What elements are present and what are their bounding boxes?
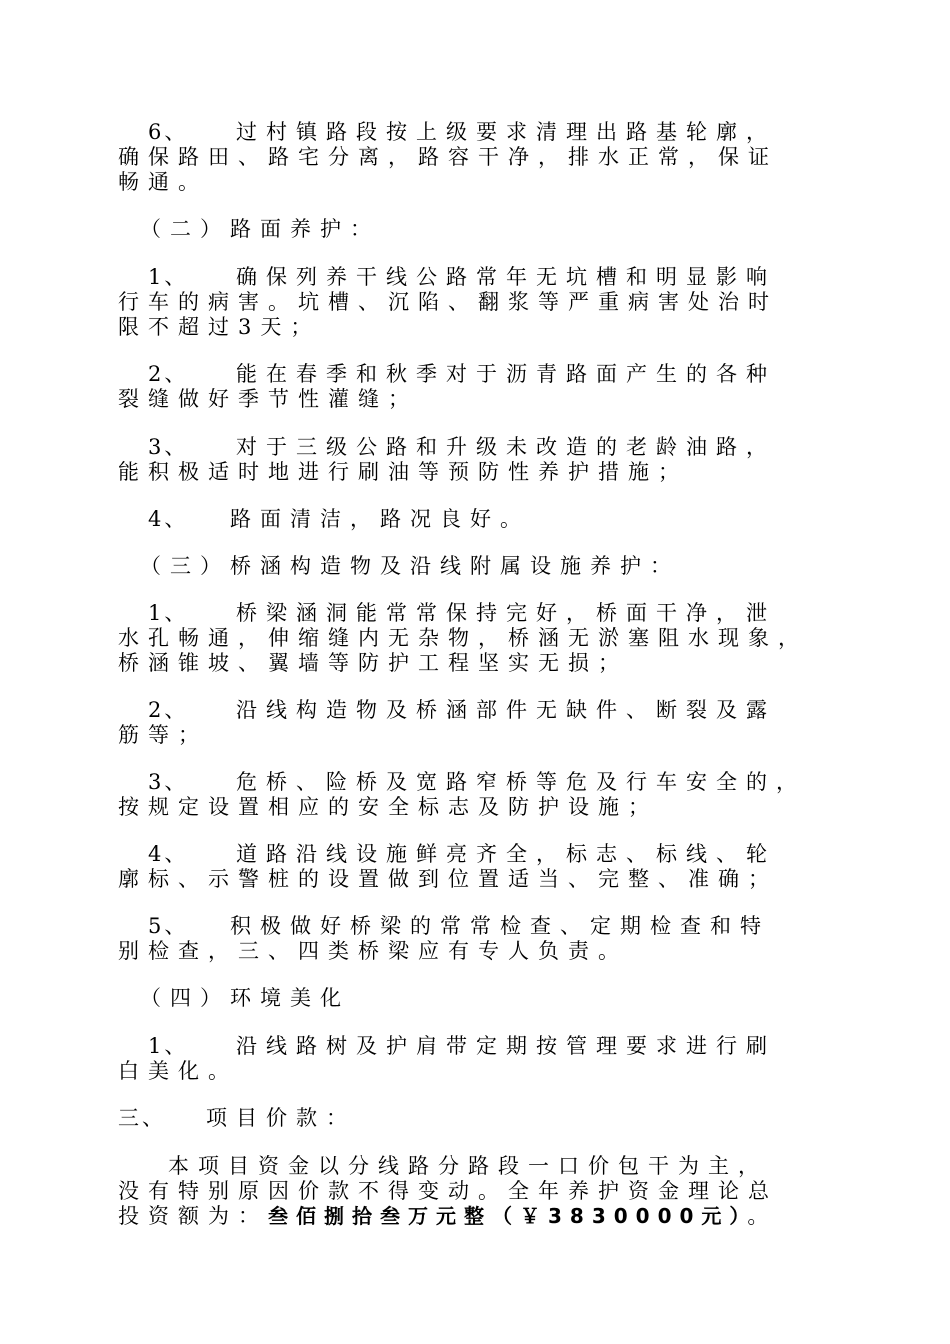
road-item-1-line-3: 限不超过3天； — [118, 315, 321, 339]
item-6-line-2: 确保路田、路宅分离，路容干净，排水正常，保证 — [118, 145, 778, 169]
item-number: 6、 — [148, 120, 189, 144]
bridge-item-2-line-1: 2、 沿线构造物及桥涵部件无缺件、断裂及露 — [148, 698, 776, 722]
total-amount: 叁佰捌拾叁万元整（￥3830000元） — [268, 1204, 748, 1228]
section-heading-bridges: （三）桥涵构造物及沿线附属设施养护： — [140, 554, 680, 578]
price-line-3: 投资额为：叁佰捌拾叁万元整（￥3830000元）。 — [118, 1204, 778, 1228]
bridge-item-1-line-2: 水孔畅通，伸缩缝内无杂物，桥涵无淤塞阻水现象， — [118, 626, 808, 650]
road-item-4-line-1: 4、 路面清洁，路况良好。 — [148, 507, 530, 531]
road-item-1-line-2: 行车的病害。坑槽、沉陷、翻浆等严重病害处治时 — [118, 290, 778, 314]
bridge-item-3-line-1: 3、 危桥、险桥及宽路窄桥等危及行车安全的， — [148, 770, 806, 794]
bridge-item-1-line-1: 1、 桥梁涵洞能常常保持完好，桥面干净，泄 — [148, 601, 776, 625]
bridge-item-5-line-1: 5、 积极做好桥梁的常常检查、定期检查和特 — [148, 914, 770, 938]
bridge-item-3-line-2: 按规定设置相应的安全标志及防护设施； — [118, 795, 658, 819]
price-line-1: 本项目资金以分线路分路段一口价包干为主， — [168, 1154, 768, 1178]
bridge-item-5-line-2: 别检查，三、四类桥梁应有专人负责。 — [118, 939, 628, 963]
section-3-heading: 三、 项目价款： — [118, 1106, 356, 1130]
road-item-1-line-1: 1、 确保列养干线公路常年无坑槽和明显影响 — [148, 265, 776, 289]
bridge-item-2-line-2: 筋等； — [118, 723, 208, 747]
road-item-2-line-2: 裂缝做好季节性灌缝； — [118, 387, 418, 411]
section-heading-road-surface: （二）路面养护： — [140, 217, 380, 241]
bridge-item-4-line-1: 4、 道路沿线设施鲜亮齐全，标志、标线、轮 — [148, 842, 776, 866]
price-line-2: 没有特别原因价款不得变动。全年养护资金理论总 — [118, 1179, 778, 1203]
environment-item-1-line-2: 白美化。 — [118, 1059, 238, 1083]
item-6-line-3: 畅通。 — [118, 170, 208, 194]
bridge-item-4-line-2: 廓标、示警桩的设置做到位置适当、完整、准确； — [118, 867, 778, 891]
section-heading-environment: （四）环境美化 — [140, 986, 350, 1010]
environment-item-1-line-1: 1、 沿线路树及护肩带定期按管理要求进行刷 — [148, 1034, 776, 1058]
road-item-3-line-1: 3、 对于三级公路和升级未改造的老龄油路， — [148, 435, 776, 459]
road-item-3-line-2: 能积极适时地进行刷油等预防性养护措施； — [118, 460, 688, 484]
road-item-2-line-1: 2、 能在春季和秋季对于沥青路面产生的各种 — [148, 362, 776, 386]
item-6-line-1: 6、 过村镇路段按上级要求清理出路基轮廓， — [148, 120, 776, 144]
bridge-item-1-line-3: 桥涵锥坡、翼墙等防护工程坚实无损； — [118, 651, 628, 675]
